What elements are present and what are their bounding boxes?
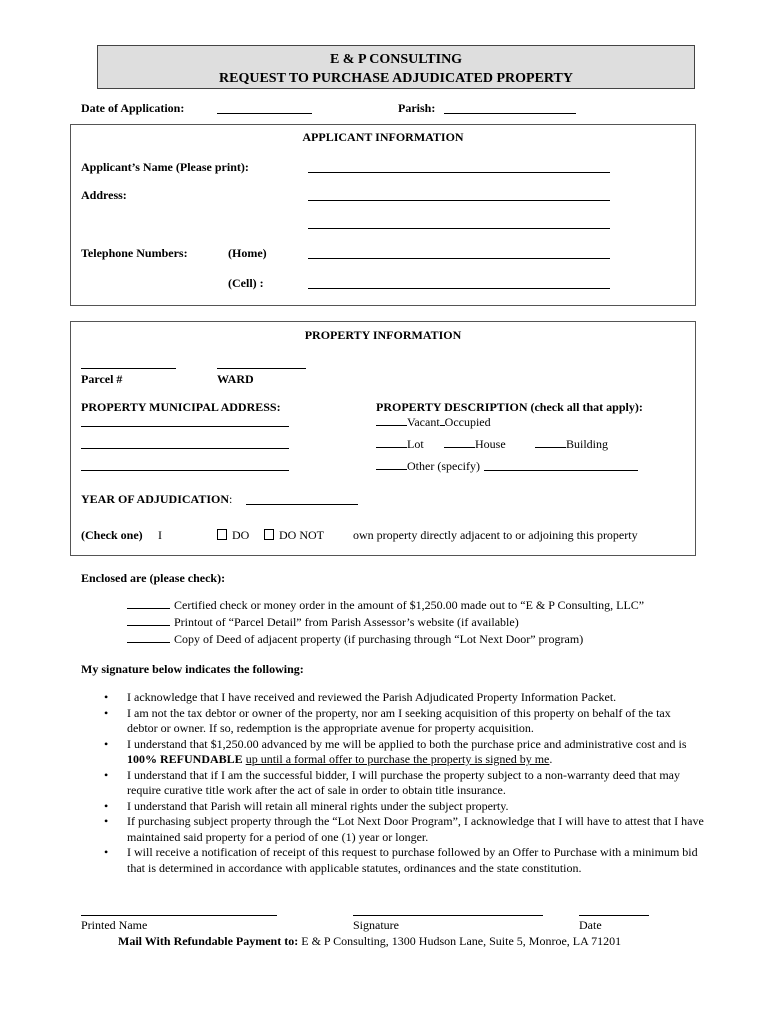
cell-phone-field[interactable] — [308, 288, 610, 289]
other-option[interactable] — [376, 458, 480, 474]
applicant-section-title: APPLICANT INFORMATION — [302, 130, 464, 144]
adjacent-text: own property directly adjacent to or adjoining this property — [353, 528, 638, 542]
property-section-title: PROPERTY INFORMATION — [304, 328, 462, 342]
ward-label: WARD — [217, 372, 254, 386]
ward-field[interactable] — [217, 368, 306, 369]
list-item: • I understand that Parish will retain all mineral rights under the subject property. — [104, 799, 704, 815]
do-option[interactable] — [217, 528, 249, 543]
list-item: • I am not the tax debtor or owner of the property, nor am I seeking acquisition of this property on behalf of the tax debtor or owner. If so, redemption is the appropriate avenue for property acquisition. — [104, 706, 704, 737]
form-header — [97, 45, 695, 89]
house-label: House — [475, 437, 506, 451]
year-label: YEAR OF ADJUDICATION — [81, 492, 230, 506]
date-signed-field[interactable] — [579, 915, 649, 916]
building-option[interactable] — [535, 436, 608, 452]
lot-label: Lot — [407, 437, 424, 451]
printed-name-field[interactable] — [81, 915, 277, 916]
property-description-label: PROPERTY DESCRIPTION (check all that apply): — [376, 400, 643, 414]
check-one-label: (Check one) — [81, 528, 143, 542]
lot-option[interactable] — [376, 436, 424, 452]
do-label: DO — [232, 528, 250, 542]
enclosed-item-2[interactable] — [127, 614, 519, 630]
parish-field[interactable] — [444, 113, 576, 114]
i-label: I — [158, 528, 162, 542]
form-title: REQUEST TO PURCHASE ADJUDICATED PROPERTY — [219, 71, 573, 86]
vacant-label: Vacant — [407, 415, 440, 429]
home-phone-field[interactable] — [308, 258, 610, 259]
enclosed-item-1-text: Certified check or money order in the amount of $1,250.00 made out to “E & P Consulting, LLC” — [174, 598, 645, 612]
signature-field[interactable] — [353, 915, 543, 916]
applicant-section — [70, 124, 696, 306]
year-of-adjudication-field[interactable] — [246, 504, 358, 505]
enclosed-item-3-text: Copy of Deed of adjacent property (if purchasing through “Lot Next Door” program) — [174, 632, 584, 646]
date-field[interactable] — [217, 113, 312, 114]
applicant-name-field[interactable] — [308, 172, 610, 173]
printed-name-label: Printed Name — [81, 918, 148, 932]
list-item: • I acknowledge that I have received and reviewed the Parish Adjudicated Property Information Packet. — [104, 690, 704, 706]
list-item: • If purchasing subject property through the “Lot Next Door Program”, I acknowledge that I will have to attest that I have maintained said property for a period of one (1) year or longer. — [104, 814, 704, 845]
do-checkbox[interactable] — [217, 529, 227, 540]
address-field-line-2[interactable] — [308, 228, 610, 229]
list-item: • I understand that if I am the successful bidder, I will purchase the property subject to a non-warranty deed that may require curative title work after the act of sale in order to obtain title insurance. — [104, 768, 704, 799]
list-item: • I understand that $1,250.00 advanced by me will be applied to both the purchase price and administrative cost and is 100% REFUNDABLE up until a formal offer to purchase the property is signed by me. — [104, 737, 704, 768]
do-not-checkbox[interactable] — [264, 529, 274, 540]
municipal-address-line-1[interactable] — [81, 426, 289, 427]
do-not-option[interactable] — [264, 528, 324, 543]
home-phone-label: (Home) — [228, 246, 267, 260]
parcel-label: Parcel # — [81, 372, 123, 386]
house-option[interactable] — [444, 436, 506, 452]
year-of-adjudication-row: YEAR OF ADJUDICATION: — [81, 492, 233, 506]
enclosed-item-1[interactable] — [127, 597, 644, 613]
municipal-address-line-3[interactable] — [81, 470, 289, 471]
cell-phone-label: (Cell) : — [228, 276, 264, 290]
mail-label: Mail With Refundable Payment to: — [118, 934, 299, 948]
building-label: Building — [566, 437, 609, 451]
other-label: Other (specify) — [407, 459, 480, 473]
mail-address: E & P Consulting, 1300 Hudson Lane, Suite 5, Monroe, LA 71201 — [301, 934, 622, 948]
acknowledgement-list — [104, 690, 704, 876]
municipal-address-line-2[interactable] — [81, 448, 289, 449]
signature-indicates-title: My signature below indicates the following: — [81, 662, 304, 676]
date-label: Date of Application: — [81, 101, 185, 115]
vacant-option[interactable] — [376, 414, 491, 430]
date-signed-label: Date — [579, 918, 602, 932]
enclosed-item-3[interactable] — [127, 631, 583, 647]
address-field-line-1[interactable] — [308, 200, 610, 201]
do-not-label: DO NOT — [279, 528, 324, 542]
signature-label: Signature — [353, 918, 399, 932]
occupied-label: Occupied — [444, 415, 491, 429]
mail-instructions — [118, 934, 621, 949]
company-name: E & P CONSULTING — [329, 52, 463, 67]
enclosed-title: Enclosed are (please check): — [81, 571, 226, 585]
telephone-label: Telephone Numbers: — [81, 246, 188, 260]
parish-label: Parish: — [398, 101, 436, 115]
enclosed-item-2-text: Printout of “Parcel Detail” from Parish Assessor’s website (if available) — [174, 615, 519, 629]
municipal-address-label: PROPERTY MUNICIPAL ADDRESS: — [81, 400, 281, 414]
other-specify-field[interactable] — [484, 470, 638, 471]
parcel-field[interactable] — [81, 368, 176, 369]
list-item: • I will receive a notification of receipt of this request to purchase followed by an Offer to Purchase with a minimum bid that is determined in accordance with applicable statutes, ordinances and the state constitution. — [104, 845, 704, 876]
address-label: Address: — [81, 188, 127, 202]
applicant-name-label: Applicant’s Name (Please print): — [81, 160, 249, 174]
